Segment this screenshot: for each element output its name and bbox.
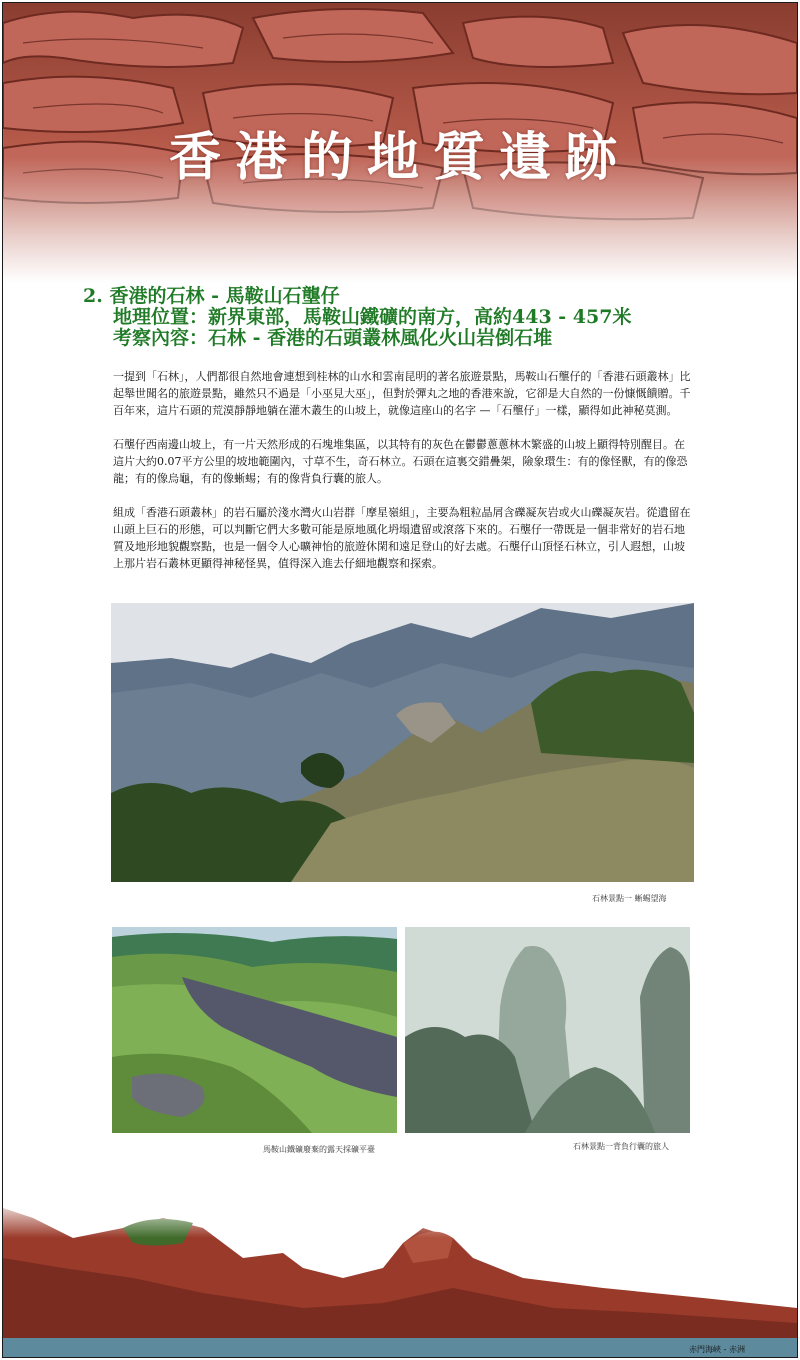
photo-lizard-rock [111, 603, 694, 882]
rock-banner [3, 3, 797, 283]
green-hillside-image [112, 927, 397, 1133]
photo-mine-platform [112, 927, 397, 1133]
paragraph: 一提到「石林」，人們都很自然地會連想到桂林的山水和雲南昆明的著名旅遊景點，馬鞍山石壟仔的「香港石頭叢林」比起舉世聞名的旅遊景點，雖然只不過是「小巫見大巫」，但對於彈丸之地的香港來說，它卻是大自然的一份慷慨饋贈。千百年來，這片石頭的荒漠靜靜地躺在灌木叢生的山坡上，就像這座山的名字 —「石壟仔」一樣，顯得如此神秘莫測。 [113, 370, 691, 417]
coastal-rock-image [3, 1198, 797, 1358]
section-heading [83, 286, 631, 349]
mountain-landscape-image [111, 603, 694, 882]
survey-content-line: 考察內容：石林 - 香港的石頭叢林風化火山岩倒石堆 [113, 327, 553, 349]
poster-frame [2, 2, 798, 1358]
photo-traveler-rock [405, 927, 690, 1133]
article-body [113, 368, 695, 589]
photo-caption-mine: 馬鞍山鐵礦廢棄的露天採礦平臺 [263, 1145, 375, 1154]
paragraph: 石壟仔西南邊山坡上，有一片天然形成的石塊堆集區，以其特有的灰色在鬱鬱蔥蔥林木繁盛的山坡上顯得特別醒目。在這片大約0.07平方公里的坡地範圍內，寸草不生，奇石林立。石頭在這裏交錯疊架，險象環生：有的像怪獸，有的像恐龍；有的像烏龜，有的像蜥蜴；有的像背負行囊的旅人。 [113, 438, 688, 485]
poster-title: 香港的地質遺跡 [168, 128, 631, 188]
paragraph: 組成「香港石頭叢林」的岩石屬於淺水灣火山岩群「摩星嶺組」，主要為粗粒晶屑含礫凝灰岩或火山礫凝灰岩。從遺留在山頭上巨石的形態，可以判斷它們大多數可能是原地風化坍塌遺留或滾落下來的。石壟仔一帶既是一個非常好的岩石地質及地形地貌觀察點，也是一個令人心曠神怡的旅遊休閑和遠足登山的好去處。石壟仔山頂怪石林立，引人遐想，山坡上那片岩石叢林更顯得神秘怪異，值得深入進去仔細地觀察和探索。 [113, 506, 691, 570]
photo-caption-traveler: 石林景點一背負行囊的旅人 [573, 1142, 669, 1151]
photo-caption-lizard: 石林景點一 蜥蜴望海 [592, 894, 667, 903]
location-line: 地理位置：新界東部，馬鞍山鐵礦的南方，高約443 - 457米 [113, 306, 632, 328]
misty-rocks-image [405, 927, 690, 1133]
footer-caption: 赤門海峽 - 赤洲 [689, 1345, 745, 1354]
section-title: 2. 香港的石林 - 馬鞍山石壟仔 [83, 285, 340, 307]
